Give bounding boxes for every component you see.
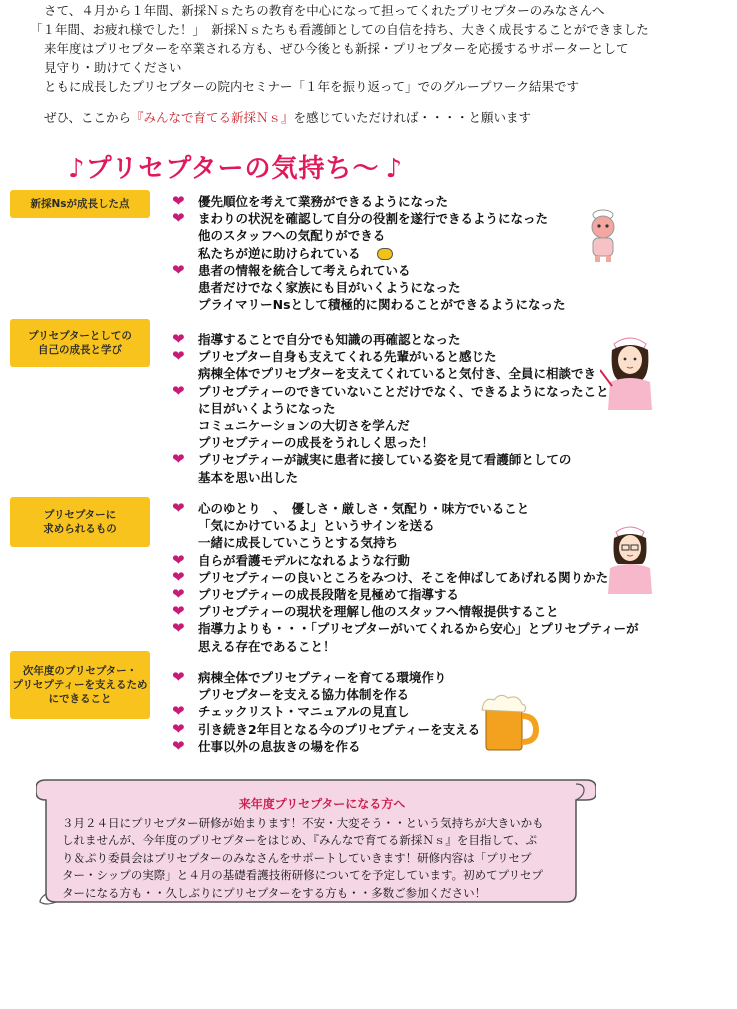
intro-line: 来年度はプリセプターを卒業される方も、ぜひ今後とも新採・プリセプターを応援するサポーターとして xyxy=(44,41,629,56)
list-item xyxy=(172,296,566,313)
list-item-text: コミュニケーションの大切さを学んだ xyxy=(198,418,410,434)
section-banner xyxy=(10,190,150,218)
list-item-text: 患者の情報を統合して考えられている xyxy=(198,262,411,278)
list-item xyxy=(172,638,639,655)
list-item-text: 仕事以外の息抜きの場を作る xyxy=(198,738,361,754)
music-note-icon: ♪ xyxy=(68,154,86,184)
list-item xyxy=(172,534,639,551)
list-item xyxy=(172,738,480,755)
list-item xyxy=(172,469,609,486)
section-banner-label: プリセプターとしての xyxy=(28,330,132,342)
list-item xyxy=(172,193,566,210)
list-item xyxy=(172,210,566,227)
section-items xyxy=(172,331,609,486)
list-item xyxy=(172,434,609,451)
list-item-text: 基本を思い出した xyxy=(198,469,299,485)
list-item-text: プライマリーNsとして積極的に関わることができるようになった xyxy=(198,297,566,313)
list-item-text: プリセプティーの成長段階を見極めて指導する xyxy=(198,587,459,603)
notice-line: しれませんが、今年度のプリセプターをはじめ、『みんなで育てる新採Ｎｓ』を目指して、ぷ xyxy=(62,833,538,847)
section-banner-label: プリセプターに xyxy=(43,509,117,521)
list-item-text: 思える存在であること！ xyxy=(198,638,336,654)
list-item xyxy=(172,669,480,686)
list-item xyxy=(172,569,639,586)
heart-icon: ❤ xyxy=(172,381,185,400)
heart-icon: ❤ xyxy=(172,450,185,469)
list-item-text: 他のスタッフへの気配りができる xyxy=(198,228,386,244)
list-item xyxy=(172,262,566,279)
section-banner xyxy=(10,497,150,547)
list-item xyxy=(172,451,609,468)
list-item-text: 病棟全体でプリセプターを支えてくれていると気付き、全員に相談でき xyxy=(198,366,597,382)
section-banner-label: にできること xyxy=(48,693,112,705)
heart-icon: ❤ xyxy=(172,330,185,348)
list-item-text: プリセプティーの現状を理解し他のスタッフへ情報提供すること xyxy=(198,604,559,620)
list-item xyxy=(172,603,639,620)
list-item xyxy=(172,586,639,603)
list-item xyxy=(172,500,639,517)
notice-body xyxy=(62,796,582,902)
heart-icon: ❤ xyxy=(172,602,185,621)
list-item-text: 自らが看護モデルになれるような行動 xyxy=(198,552,410,568)
list-item-text: プリセプティーの良いところをみつけ、そこを伸ばしてあげれる関りかた xyxy=(198,569,609,585)
list-item-text: プリセプティーの成長をうれしく思った！ xyxy=(198,435,434,451)
section-banner xyxy=(10,651,150,719)
list-item xyxy=(172,383,609,400)
list-item xyxy=(172,620,639,637)
list-item-text: プリセプティーが誠実に患者に接している姿を見て看護師としての xyxy=(198,452,572,468)
list-item-text: チェックリスト・マニュアルの見直し xyxy=(198,704,410,720)
bear-nurse-illustration xyxy=(582,205,624,265)
heart-icon: ❤ xyxy=(172,550,185,569)
notice-line: り＆ぷり委員会はプリセプターのみなさんをサポートしていきます！研修内容は「プリセプ xyxy=(62,850,532,865)
list-item xyxy=(172,227,566,244)
list-item xyxy=(172,417,609,434)
heart-icon: ❤ xyxy=(172,668,185,686)
list-item xyxy=(172,552,639,569)
heart-icon: ❤ xyxy=(172,567,185,586)
section-items xyxy=(172,500,639,655)
list-item xyxy=(172,517,639,534)
section-banner xyxy=(10,319,150,367)
heart-icon: ❤ xyxy=(172,719,185,738)
list-item-text: 私たちが逆に助けられている xyxy=(198,245,361,261)
page-title xyxy=(68,148,403,185)
music-note-icon: ♪ xyxy=(385,154,404,184)
heart-icon: ❤ xyxy=(172,619,185,638)
list-item-text: 病棟全体でプリセプティーを育てる環境作り xyxy=(198,670,447,685)
list-item xyxy=(172,686,480,703)
list-item xyxy=(172,703,480,720)
list-item-text: 患者だけでなく家族にも目がいくようになった xyxy=(198,280,461,296)
list-item xyxy=(172,400,609,417)
section-banner-label: プリセプティーを支えるため xyxy=(12,679,148,691)
section-banner-label: 求められるもの xyxy=(43,523,117,535)
nurse-illustration xyxy=(604,520,656,594)
heart-icon: ❤ xyxy=(172,192,185,210)
list-item xyxy=(172,279,566,296)
smiley-icon xyxy=(377,248,393,260)
section-banner-label: 次年度のプリセプター・ xyxy=(22,665,138,677)
heart-icon: ❤ xyxy=(172,260,185,279)
section-items xyxy=(172,669,480,755)
notice-line: ター・シップの実際」と４月の基礎看護技術研修についてを予定しています。初めてプリセプ xyxy=(62,868,544,882)
intro-line-part: を感じていただければ・・・・と願います xyxy=(293,110,532,125)
heart-icon: ❤ xyxy=(172,499,185,517)
nurse-illustration xyxy=(600,330,660,410)
heart-icon: ❤ xyxy=(172,209,185,228)
intro-line: 「１年間、お疲れ様でした！」 新採Ｎｓたちも看護師としての自信を持ち、大きく成長することができました xyxy=(30,22,649,37)
notice-line: ３月２４日にプリセプター研修が始まります！不安・大変そう・・という気持ちが大きいかも xyxy=(62,815,544,830)
list-item xyxy=(172,365,609,382)
list-item-text: プリセプティーのできていないことだけでなく、できるようになったこと xyxy=(198,383,609,399)
list-item xyxy=(172,245,566,262)
section-items xyxy=(172,193,566,313)
list-item-text: まわりの状況を確認して自分の役割を遂行できるようになった xyxy=(198,211,549,227)
heart-icon: ❤ xyxy=(172,736,185,755)
beer-mug-illustration xyxy=(478,690,540,754)
list-item-text: 心のゆとり 、 優しさ・厳しさ・気配り・味方でいること xyxy=(198,501,530,516)
notice-scroll xyxy=(36,774,596,906)
list-item-text: に目がいくようになった xyxy=(198,400,336,416)
list-item xyxy=(172,721,480,738)
intro-line-highlight xyxy=(44,109,531,128)
list-item-text: 指導することで自分でも知識の再確認となった xyxy=(198,332,461,347)
section-banner-label: 自己の成長と学び xyxy=(38,344,122,356)
list-item-text: プリセプター自身も支えてくれる先輩がいると感じた xyxy=(198,349,497,365)
intro-line-part: ぜひ、ここから xyxy=(44,110,132,125)
list-item-text: 引き続き2年目となる今のプリセプティーを支える xyxy=(198,721,481,737)
notice-line: ターになる方も・・久しぶりにプリセプターをする方も・・多数ご参加ください！ xyxy=(62,885,487,900)
slogan: 『みんなで育てる新採Ｎｓ』 xyxy=(131,110,294,125)
list-item xyxy=(172,348,609,365)
intro-line: さて、４月から１年間、新採Ｎｓたちの教育を中心になって担ってくれたプリセプターのみなさんへ xyxy=(44,3,605,18)
list-item-text: 優先順位を考えて業務ができるようになった xyxy=(198,194,449,209)
heart-icon: ❤ xyxy=(172,347,185,366)
intro-line: ともに成長したプリセプターの院内セミナー「１年を振り返って」でのグループワーク結果です xyxy=(44,79,580,94)
heart-icon: ❤ xyxy=(172,702,185,721)
list-item-text: プリセプターを支える協力体制を作る xyxy=(198,687,410,703)
list-item-text: 「気にかけているよ」というサインを送る xyxy=(198,518,435,534)
notice-title: 来年度プリセプターになる方へ xyxy=(238,797,406,811)
intro-line: 見守り・助けてください xyxy=(44,60,182,75)
heart-icon: ❤ xyxy=(172,585,185,604)
list-item xyxy=(172,331,609,348)
list-item-text: 指導力よりも・・・「プリセプターがいてくれるから安心」とプリセプティーが xyxy=(198,621,639,637)
page-title-text: プリセプターの気持ち～ xyxy=(85,154,380,184)
section-banner-label: 新採Nsが成長した点 xyxy=(30,198,130,210)
list-item-text: 一緒に成長していこうとする気持ち xyxy=(198,535,399,551)
